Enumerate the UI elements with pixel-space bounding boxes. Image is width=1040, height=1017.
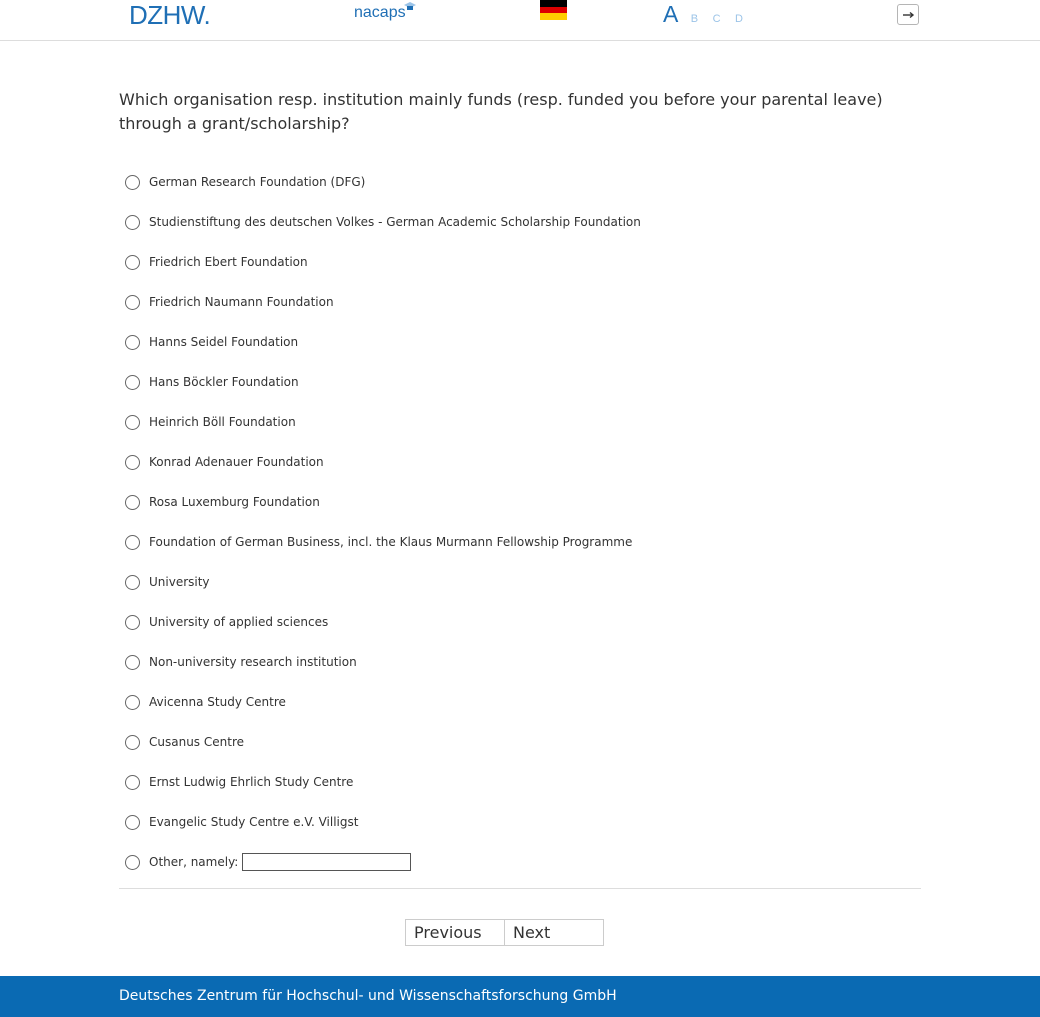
nacaps-logo[interactable]: nacaps xyxy=(354,4,406,21)
radio-button[interactable] xyxy=(125,575,140,590)
option-label[interactable]: Friedrich Ebert Foundation xyxy=(149,255,308,269)
option-dfg[interactable] xyxy=(125,162,915,202)
logout-button[interactable] xyxy=(897,4,919,25)
option-label[interactable]: Cusanus Centre xyxy=(149,735,244,749)
radio-button[interactable] xyxy=(125,455,140,470)
font-size-b[interactable]: B xyxy=(690,13,699,25)
radio-button[interactable] xyxy=(125,295,140,310)
option-hans-boeckler[interactable] xyxy=(125,362,915,402)
option-label[interactable]: Rosa Luxemburg Foundation xyxy=(149,495,320,509)
divider xyxy=(119,888,921,889)
option-heinrich-boell[interactable] xyxy=(125,402,915,442)
option-hanns-seidel[interactable] xyxy=(125,322,915,362)
radio-button[interactable] xyxy=(125,255,140,270)
radio-button[interactable] xyxy=(125,615,140,630)
option-studienstiftung[interactable] xyxy=(125,202,915,242)
option-label[interactable]: Friedrich Naumann Foundation xyxy=(149,295,334,309)
radio-button[interactable] xyxy=(125,695,140,710)
option-label[interactable]: Non-university research institution xyxy=(149,655,357,669)
option-label[interactable]: University xyxy=(149,575,210,589)
radio-button[interactable] xyxy=(125,655,140,670)
option-avicenna[interactable] xyxy=(125,682,915,722)
other-text-input[interactable] xyxy=(242,853,411,871)
german-flag-icon[interactable] xyxy=(540,0,567,20)
option-label[interactable]: Ernst Ludwig Ehrlich Study Centre xyxy=(149,775,354,789)
radio-button[interactable] xyxy=(125,215,140,230)
question-panel xyxy=(119,88,921,869)
option-label[interactable]: Studienstiftung des deutschen Volkes - German Academic Scholarship Foundation xyxy=(149,215,641,229)
radio-button[interactable] xyxy=(125,855,140,870)
option-label[interactable]: Heinrich Böll Foundation xyxy=(149,415,296,429)
previous-button[interactable]: Previous xyxy=(405,919,505,946)
radio-button[interactable] xyxy=(125,415,140,430)
footer-bar xyxy=(0,976,1040,1017)
navigation-buttons xyxy=(405,919,604,946)
footer-text: Deutsches Zentrum für Hochschul- und Wissenschaftsforschung GmbH xyxy=(119,988,617,1004)
option-university[interactable] xyxy=(125,562,915,602)
next-button[interactable]: Next xyxy=(504,919,604,946)
radio-button[interactable] xyxy=(125,775,140,790)
option-evangelic-villigst[interactable] xyxy=(125,802,915,842)
question-text: Which organisation resp. institution mainly funds (resp. funded you before your parental leave) through a grant/scholarship? xyxy=(119,90,883,133)
option-cusanus[interactable] xyxy=(125,722,915,762)
option-label[interactable]: Hans Böckler Foundation xyxy=(149,375,299,389)
radio-button[interactable] xyxy=(125,375,140,390)
logout-arrow-icon xyxy=(898,5,918,24)
option-label[interactable]: Foundation of German Business, incl. the Klaus Murmann Fellowship Programme xyxy=(149,535,633,549)
option-label[interactable]: Hanns Seidel Foundation xyxy=(149,335,299,349)
radio-button[interactable] xyxy=(125,175,140,190)
option-non-university[interactable] xyxy=(125,642,915,682)
font-size-a[interactable]: A xyxy=(663,1,679,27)
font-size-d[interactable]: D xyxy=(735,13,743,25)
option-label[interactable]: University of applied sciences xyxy=(149,615,329,629)
option-ernst-ludwig-ehrlich[interactable] xyxy=(125,762,915,802)
option-konrad-adenauer[interactable] xyxy=(125,442,915,482)
radio-button[interactable] xyxy=(125,535,140,550)
option-other[interactable] xyxy=(125,842,915,882)
option-label[interactable]: Other, namely: xyxy=(149,855,239,869)
option-friedrich-naumann[interactable] xyxy=(125,282,915,322)
option-label[interactable]: Evangelic Study Centre e.V. Villigst xyxy=(149,815,359,829)
radio-button[interactable] xyxy=(125,335,140,350)
graduation-cap-icon xyxy=(404,2,416,12)
option-label[interactable]: Avicenna Study Centre xyxy=(149,695,286,709)
option-label[interactable]: Konrad Adenauer Foundation xyxy=(149,455,324,469)
option-german-business[interactable] xyxy=(125,522,915,562)
radio-button[interactable] xyxy=(125,815,140,830)
option-applied-sciences[interactable] xyxy=(125,602,915,642)
option-friedrich-ebert[interactable] xyxy=(125,242,915,282)
font-size-selector xyxy=(663,1,753,27)
radio-button[interactable] xyxy=(125,735,140,750)
option-rosa-luxemburg[interactable] xyxy=(125,482,915,522)
dzhw-logo[interactable]: DZHW. xyxy=(129,0,211,30)
font-size-c[interactable]: C xyxy=(712,13,721,25)
option-label[interactable]: German Research Foundation (DFG) xyxy=(149,175,366,189)
radio-button[interactable] xyxy=(125,495,140,510)
header-bar xyxy=(0,0,1040,41)
options-list xyxy=(125,162,915,882)
